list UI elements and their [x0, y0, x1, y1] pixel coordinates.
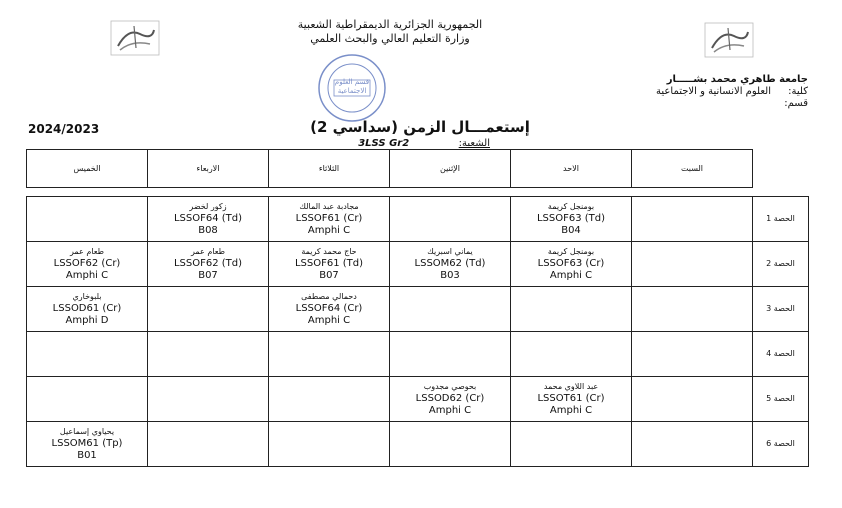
course-code: LSSOD61 (Cr) [52, 302, 122, 314]
day-header-saturday: السبت [632, 150, 753, 188]
course-room: B07 [198, 269, 218, 281]
course-room: Amphi C [549, 269, 593, 281]
schedule-cell [511, 287, 632, 332]
schedule-cell [269, 197, 390, 242]
course-name: عبد اللاوي محمد [543, 381, 599, 391]
session-label: الحصة 3 [753, 287, 809, 332]
university-name: جامعة طاهري محمد بشـــــار [666, 74, 808, 85]
schedule-grid [26, 196, 809, 467]
session-label: الحصة 6 [753, 422, 809, 467]
ministry-name: وزارة التعليم العالي والبحث العلمي [310, 32, 470, 45]
schedule-cell [632, 197, 753, 242]
course-room: B07 [319, 269, 339, 281]
schedule-cell [390, 242, 511, 287]
course-room: B08 [198, 224, 218, 236]
university-block [656, 74, 808, 110]
schedule-cell [390, 287, 511, 332]
university-logo-left [110, 20, 160, 56]
course-name: زكور لخضر [189, 201, 227, 211]
course-room: Amphi C [307, 224, 351, 236]
session-label: الحصة 2 [753, 242, 809, 287]
schedule-cell [269, 422, 390, 467]
course-name: يحياوي إسماعيل [59, 426, 115, 436]
course-room: B03 [440, 269, 460, 281]
course-code: LSSOM62 (Td) [414, 257, 486, 269]
course-name: يماني اسبريك [427, 246, 473, 256]
schedule-cell [27, 422, 148, 467]
university-logo-icon [110, 20, 160, 56]
course-name: بحوصي مجدوب [423, 381, 477, 391]
faculty-value: العلوم الانسانية و الاجتماعية [656, 86, 771, 97]
course-room: Amphi C [549, 404, 593, 416]
branch-value: 3LSS [358, 138, 386, 149]
days-row [27, 150, 753, 188]
day-header-tuesday: الثلاثاء [269, 150, 390, 188]
session-row [27, 422, 809, 467]
day-header-thursday: الخميس [27, 150, 148, 188]
schedule-cell [148, 422, 269, 467]
course-name: مجادبة عبد المالك [299, 201, 359, 211]
schedule-cell [269, 377, 390, 422]
course-room: Amphi D [65, 314, 109, 326]
university-logo-right [704, 22, 754, 58]
schedule-cell [632, 287, 753, 332]
course-room: B01 [77, 449, 97, 461]
branch-line [340, 138, 490, 149]
schedule-cell [27, 287, 148, 332]
schedule-cell [269, 332, 390, 377]
stamp-text: قسم العلوم الاجتماعية [334, 78, 370, 95]
schedule-cell [148, 377, 269, 422]
course-name: بلبوخاري [72, 291, 102, 301]
department-label: قسم: [784, 98, 808, 109]
session-row [27, 332, 809, 377]
branch-label: الشعبة: [458, 138, 490, 149]
academic-year: 2024/2023 [28, 122, 100, 136]
schedule-cell [27, 332, 148, 377]
schedule-cell [27, 242, 148, 287]
day-header-monday: الإثنين [390, 150, 511, 188]
page-title: إستعمـــال الزمن (سداسي 2) [310, 118, 530, 136]
schedule-cell [632, 422, 753, 467]
course-name: حاج محمد كريمة [301, 246, 357, 256]
course-room: Amphi C [428, 404, 472, 416]
day-header-wednesday: الاربعاء [148, 150, 269, 188]
course-code: LSSOF64 (Cr) [295, 302, 363, 314]
schedule-cell [390, 332, 511, 377]
department-stamp [316, 52, 388, 124]
university-logo-icon [704, 22, 754, 58]
schedule-cell [269, 242, 390, 287]
schedule-cell [27, 377, 148, 422]
session-row [27, 197, 809, 242]
course-name: دحمالي مصطفى [301, 291, 357, 301]
course-name: بومنجل كريمة [547, 246, 595, 256]
schedule-cell [390, 377, 511, 422]
session-label: الحصة 5 [753, 377, 809, 422]
schedule-cell [269, 287, 390, 332]
course-room: Amphi C [307, 314, 351, 326]
schedule-cell [148, 242, 269, 287]
schedule-cell [148, 287, 269, 332]
header-center [290, 18, 490, 46]
schedule-cell [511, 377, 632, 422]
course-code: LSSOF61 (Cr) [295, 212, 363, 224]
group-value: Gr2 [389, 138, 410, 149]
day-header-sunday: الاحد [511, 150, 632, 188]
course-code: LSSOD62 (Cr) [415, 392, 485, 404]
schedule-cell [148, 332, 269, 377]
schedule-cell [632, 332, 753, 377]
session-row [27, 377, 809, 422]
course-room: Amphi C [65, 269, 109, 281]
course-name: طعام عمر [70, 246, 104, 256]
faculty-label: كلية: [788, 86, 808, 97]
schedule-cell [632, 377, 753, 422]
course-code: LSSOT61 (Cr) [537, 392, 605, 404]
course-name: طعام عمر [191, 246, 225, 256]
session-label: الحصة 1 [753, 197, 809, 242]
schedule-cell [148, 197, 269, 242]
course-code: LSSOF63 (Cr) [537, 257, 605, 269]
schedule-cell [632, 242, 753, 287]
republic-name: الجمهورية الجزائرية الديمقراطية الشعبية [297, 18, 483, 31]
schedule-cell [511, 242, 632, 287]
course-code: LSSOF62 (Cr) [53, 257, 121, 269]
course-code: LSSOF64 (Td) [173, 212, 243, 224]
session-label: الحصة 4 [753, 332, 809, 377]
schedule-cell [511, 197, 632, 242]
schedule-cell [390, 422, 511, 467]
session-row [27, 242, 809, 287]
schedule-cell [511, 422, 632, 467]
course-code: LSSOF63 (Td) [536, 212, 606, 224]
schedule-cell [390, 197, 511, 242]
course-code: LSSOF62 (Td) [173, 257, 243, 269]
course-code: LSSOF61 (Td) [294, 257, 364, 269]
course-room: B04 [561, 224, 581, 236]
schedule-cell [27, 197, 148, 242]
faculty-row [656, 86, 808, 98]
course-code: LSSOM61 (Tp) [51, 437, 123, 449]
schedule-cell [511, 332, 632, 377]
course-name: بومنجل كريمة [547, 201, 595, 211]
session-row [27, 287, 809, 332]
days-header-table [26, 149, 753, 188]
